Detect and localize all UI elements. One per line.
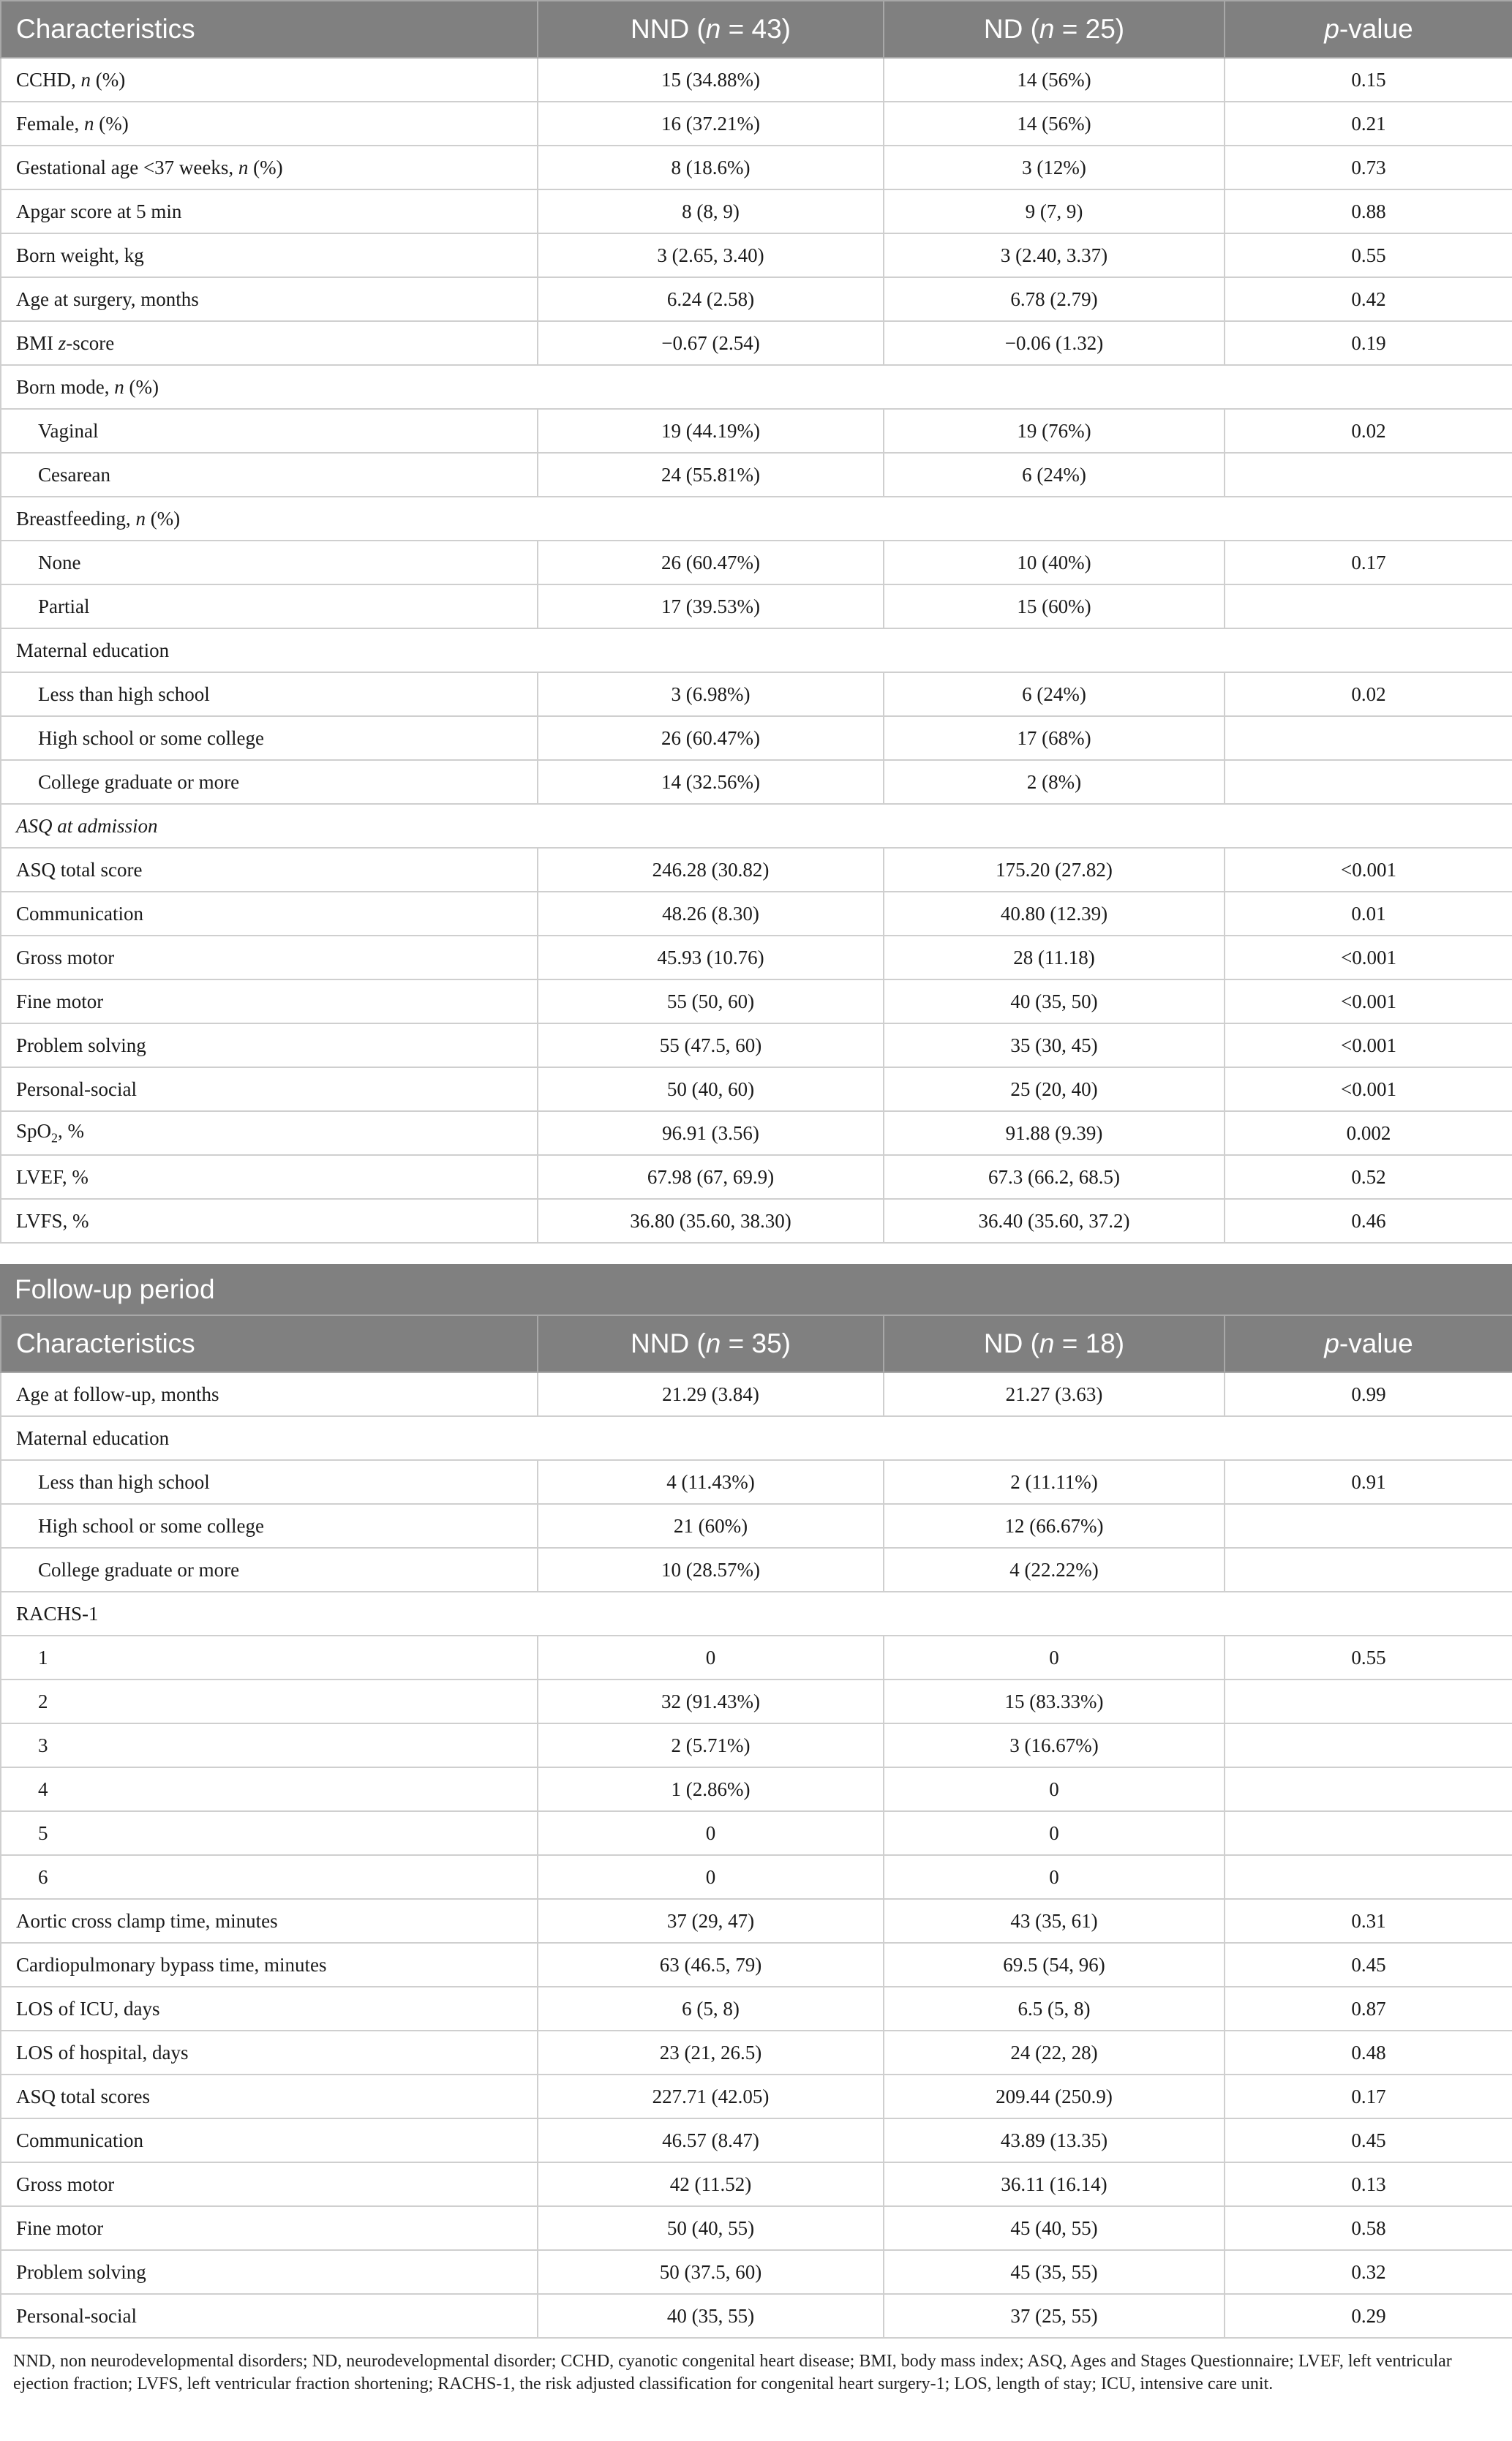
section-row [1,1416,1512,1460]
p-value: <0.001 [1225,936,1512,979]
table-row [1,848,1512,892]
p-value: 0.02 [1225,409,1512,453]
p-value: 0.31 [1225,1899,1512,1943]
table-row [1,233,1512,277]
table-row [1,584,1512,628]
table-row [1,277,1512,321]
nd-value: 37 (25, 55) [884,2294,1225,2338]
nnd-value: 8 (8, 9) [538,189,884,233]
table-row [1,321,1512,365]
follow-up-table-header [1,1315,1512,1372]
nd-value: 12 (66.67%) [884,1504,1225,1548]
nd-value: 28 (11.18) [884,936,1225,979]
nnd-value: 2 (5.71%) [538,1723,884,1767]
row-label: LOS of ICU, days [1,1987,538,2031]
table-row [1,2162,1512,2206]
nd-value: 43 (35, 61) [884,1899,1225,1943]
row-label: Apgar score at 5 min [1,189,538,233]
nnd-value: 227.71 (42.05) [538,2075,884,2118]
row-label: Communication [1,2118,538,2162]
row-label: Cesarean [1,453,538,497]
nnd-value: 3 (2.65, 3.40) [538,233,884,277]
nnd-value: 50 (40, 55) [538,2206,884,2250]
p-value: 0.87 [1225,1987,1512,2031]
section-label: Maternal education [1,1416,1512,1460]
p-value: <0.001 [1225,848,1512,892]
follow-up-table-body [1,1372,1512,2338]
row-label: 3 [1,1723,538,1767]
nd-value: 36.40 (35.60, 37.2) [884,1199,1225,1243]
nd-value: 2 (8%) [884,760,1225,804]
table-row [1,672,1512,716]
nd-value: 14 (56%) [884,102,1225,146]
p-value: 0.58 [1225,2206,1512,2250]
nnd-value: 24 (55.81%) [538,453,884,497]
table-row [1,1023,1512,1067]
nnd-value: 55 (47.5, 60) [538,1023,884,1067]
row-label: 1 [1,1636,538,1680]
nd-value: 43.89 (13.35) [884,2118,1225,2162]
table-row [1,1855,1512,1899]
nd-value: 69.5 (54, 96) [884,1943,1225,1987]
nd-value: 3 (2.40, 3.37) [884,233,1225,277]
follow-up-title: Follow-up period [0,1264,1512,1314]
row-label: 5 [1,1811,538,1855]
header-p-value: p-value [1225,1315,1512,1372]
p-value [1225,1723,1512,1767]
nd-value: 10 (40%) [884,541,1225,584]
p-value [1225,1504,1512,1548]
table-row [1,1987,1512,2031]
row-label: Less than high school [1,1460,538,1504]
table-row [1,716,1512,760]
nnd-value: −0.67 (2.54) [538,321,884,365]
p-value [1225,760,1512,804]
table-gap [0,1244,1512,1264]
table-row [1,102,1512,146]
table-row [1,1811,1512,1855]
row-label: Communication [1,892,538,936]
table-row [1,1636,1512,1680]
nd-value: 6.78 (2.79) [884,277,1225,321]
row-label: Female, n (%) [1,102,538,146]
table-row [1,541,1512,584]
nd-value: 0 [884,1855,1225,1899]
p-value [1225,1811,1512,1855]
p-value: 0.48 [1225,2031,1512,2075]
row-label: College graduate or more [1,1548,538,1592]
p-value: 0.88 [1225,189,1512,233]
nnd-value: 55 (50, 60) [538,979,884,1023]
nnd-value: 21.29 (3.84) [538,1372,884,1416]
row-label: 6 [1,1855,538,1899]
row-label: 2 [1,1680,538,1723]
nnd-value: 63 (46.5, 79) [538,1943,884,1987]
nnd-value: 17 (39.53%) [538,584,884,628]
row-label: Fine motor [1,2206,538,2250]
p-value [1225,1548,1512,1592]
nnd-value: 19 (44.19%) [538,409,884,453]
p-value: 0.46 [1225,1199,1512,1243]
nnd-value: 96.91 (3.56) [538,1111,884,1155]
table-row [1,1504,1512,1548]
p-value: 0.73 [1225,146,1512,189]
nd-value: 3 (12%) [884,146,1225,189]
p-value: <0.001 [1225,1023,1512,1067]
nnd-value: 26 (60.47%) [538,541,884,584]
nd-value: 15 (83.33%) [884,1680,1225,1723]
p-value [1225,1680,1512,1723]
nd-value: 36.11 (16.14) [884,2162,1225,2206]
nd-value: 45 (40, 55) [884,2206,1225,2250]
section-label: Maternal education [1,628,1512,672]
row-label: Personal-social [1,1067,538,1111]
row-label: LOS of hospital, days [1,2031,538,2075]
nnd-value: 48.26 (8.30) [538,892,884,936]
section-row [1,804,1512,848]
table-row [1,1155,1512,1199]
row-label: Gestational age <37 weeks, n (%) [1,146,538,189]
nnd-value: 3 (6.98%) [538,672,884,716]
table-row [1,979,1512,1023]
follow-up-table [0,1314,1512,2339]
header-p-value: p-value [1225,1,1512,58]
nd-value: 6 (24%) [884,453,1225,497]
table-row [1,1372,1512,1416]
nnd-value: 40 (35, 55) [538,2294,884,2338]
table-row [1,2075,1512,2118]
header-nd: ND (n = 18) [884,1315,1225,1372]
p-value: <0.001 [1225,1067,1512,1111]
p-value: 0.42 [1225,277,1512,321]
row-label: CCHD, n (%) [1,58,538,102]
p-value: 0.15 [1225,58,1512,102]
table-row [1,2031,1512,2075]
p-value: 0.29 [1225,2294,1512,2338]
nd-value: 209.44 (250.9) [884,2075,1225,2118]
nd-value: 9 (7, 9) [884,189,1225,233]
nnd-value: 8 (18.6%) [538,146,884,189]
nd-value: 6.5 (5, 8) [884,1987,1225,2031]
p-value: <0.001 [1225,979,1512,1023]
nd-value: 14 (56%) [884,58,1225,102]
nnd-value: 0 [538,1636,884,1680]
row-label: Age at surgery, months [1,277,538,321]
nnd-value: 46.57 (8.47) [538,2118,884,2162]
p-value: 0.91 [1225,1460,1512,1504]
row-label: Personal-social [1,2294,538,2338]
row-label: ASQ total scores [1,2075,538,2118]
nd-value: −0.06 (1.32) [884,321,1225,365]
nnd-value: 50 (40, 60) [538,1067,884,1111]
row-label: Gross motor [1,936,538,979]
p-value: 0.52 [1225,1155,1512,1199]
table-row [1,1067,1512,1111]
baseline-table-header [1,1,1512,58]
nnd-value: 6 (5, 8) [538,1987,884,2031]
nnd-value: 45.93 (10.76) [538,936,884,979]
table-row [1,1899,1512,1943]
header-characteristics: Characteristics [1,1315,538,1372]
nnd-value: 6.24 (2.58) [538,277,884,321]
row-label: Born weight, kg [1,233,538,277]
table-row [1,1199,1512,1243]
row-label: ASQ total score [1,848,538,892]
nnd-value: 246.28 (30.82) [538,848,884,892]
row-label: High school or some college [1,716,538,760]
row-label: Less than high school [1,672,538,716]
section-label: Breastfeeding, n (%) [1,497,1512,541]
row-label: Fine motor [1,979,538,1023]
nnd-value: 15 (34.88%) [538,58,884,102]
nd-value: 35 (30, 45) [884,1023,1225,1067]
table-row [1,2294,1512,2338]
p-value: 0.02 [1225,672,1512,716]
nnd-value: 67.98 (67, 69.9) [538,1155,884,1199]
p-value: 0.55 [1225,233,1512,277]
p-value: 0.99 [1225,1372,1512,1416]
nd-value: 40.80 (12.39) [884,892,1225,936]
p-value: 0.45 [1225,2118,1512,2162]
table-row [1,2250,1512,2294]
nnd-value: 23 (21, 26.5) [538,2031,884,2075]
section-row [1,1592,1512,1636]
p-value: 0.32 [1225,2250,1512,2294]
nd-value: 45 (35, 55) [884,2250,1225,2294]
nd-value: 25 (20, 40) [884,1067,1225,1111]
table-row [1,1111,1512,1155]
table-row [1,892,1512,936]
nnd-value: 16 (37.21%) [538,102,884,146]
p-value [1225,584,1512,628]
p-value: 0.17 [1225,541,1512,584]
table-row [1,1767,1512,1811]
row-label: Vaginal [1,409,538,453]
table-row [1,409,1512,453]
nnd-value: 0 [538,1811,884,1855]
row-label: LVEF, % [1,1155,538,1199]
nd-value: 4 (22.22%) [884,1548,1225,1592]
table-row [1,1548,1512,1592]
row-label: Gross motor [1,2162,538,2206]
p-value: 0.13 [1225,2162,1512,2206]
p-value: 0.01 [1225,892,1512,936]
nnd-value: 32 (91.43%) [538,1680,884,1723]
section-row [1,365,1512,409]
row-label: College graduate or more [1,760,538,804]
table-row [1,2206,1512,2250]
row-label: Cardiopulmonary bypass time, minutes [1,1943,538,1987]
nd-value: 91.88 (9.39) [884,1111,1225,1155]
nd-value: 40 (35, 50) [884,979,1225,1023]
table-row [1,760,1512,804]
row-label: None [1,541,538,584]
p-value: 0.21 [1225,102,1512,146]
section-label: ASQ at admission [1,804,1512,848]
p-value [1225,1767,1512,1811]
nd-value: 0 [884,1811,1225,1855]
row-label: Problem solving [1,2250,538,2294]
p-value: 0.55 [1225,1636,1512,1680]
nd-value: 3 (16.67%) [884,1723,1225,1767]
table-row [1,146,1512,189]
nnd-value: 21 (60%) [538,1504,884,1548]
section-row [1,497,1512,541]
nd-value: 17 (68%) [884,716,1225,760]
nd-value: 67.3 (66.2, 68.5) [884,1155,1225,1199]
nnd-value: 1 (2.86%) [538,1767,884,1811]
table-row [1,1460,1512,1504]
row-label: High school or some college [1,1504,538,1548]
section-label: Born mode, n (%) [1,365,1512,409]
footnote: NND, non neurodevelopmental disorders; ND, neurodevelopmental disorder; CCHD, cyanotic congenital heart disease; BMI, body mass index; ASQ, Ages and Stages Questionnaire; LVEF, left ventricular ejection fraction; LVFS, left ventricular fraction shortening; RACHS-1, the risk adjusted classification for congenital heart surgery-1; LOS, length of stay; ICU, intensive care unit. [13,2352,1452,2393]
nd-value: 15 (60%) [884,584,1225,628]
row-label: BMI z-score [1,321,538,365]
nnd-value: 14 (32.56%) [538,760,884,804]
table-row [1,1680,1512,1723]
nnd-value: 42 (11.52) [538,2162,884,2206]
row-label: Problem solving [1,1023,538,1067]
nnd-value: 36.80 (35.60, 38.30) [538,1199,884,1243]
nd-value: 2 (11.11%) [884,1460,1225,1504]
p-value [1225,453,1512,497]
p-value: 0.002 [1225,1111,1512,1155]
section-label: RACHS-1 [1,1592,1512,1636]
p-value: 0.45 [1225,1943,1512,1987]
row-label: Partial [1,584,538,628]
table-row [1,2118,1512,2162]
table-row [1,453,1512,497]
row-label: Age at follow-up, months [1,1372,538,1416]
header-nnd: NND (n = 35) [538,1315,884,1372]
nnd-value: 26 (60.47%) [538,716,884,760]
nnd-value: 0 [538,1855,884,1899]
nd-value: 6 (24%) [884,672,1225,716]
nnd-value: 4 (11.43%) [538,1460,884,1504]
row-label: 4 [1,1767,538,1811]
p-value [1225,716,1512,760]
baseline-table-body [1,58,1512,1243]
row-label: SpO$_2$, % [1,1111,538,1155]
header-characteristics: Characteristics [1,1,538,58]
nnd-value: 50 (37.5, 60) [538,2250,884,2294]
nd-value: 24 (22, 28) [884,2031,1225,2075]
table-row [1,189,1512,233]
header-nnd: NND (n = 43) [538,1,884,58]
table-row [1,58,1512,102]
table-row [1,1943,1512,1987]
table-row [1,936,1512,979]
section-row [1,628,1512,672]
row-label: Aortic cross clamp time, minutes [1,1899,538,1943]
table-row [1,1723,1512,1767]
nnd-value: 10 (28.57%) [538,1548,884,1592]
nd-value: 175.20 (27.82) [884,848,1225,892]
nd-value: 0 [884,1636,1225,1680]
nd-value: 21.27 (3.63) [884,1372,1225,1416]
p-value: 0.19 [1225,321,1512,365]
p-value [1225,1855,1512,1899]
p-value: 0.17 [1225,2075,1512,2118]
nd-value: 0 [884,1767,1225,1811]
nnd-value: 37 (29, 47) [538,1899,884,1943]
header-nd: ND (n = 25) [884,1,1225,58]
nd-value: 19 (76%) [884,409,1225,453]
row-label: LVFS, % [1,1199,538,1243]
